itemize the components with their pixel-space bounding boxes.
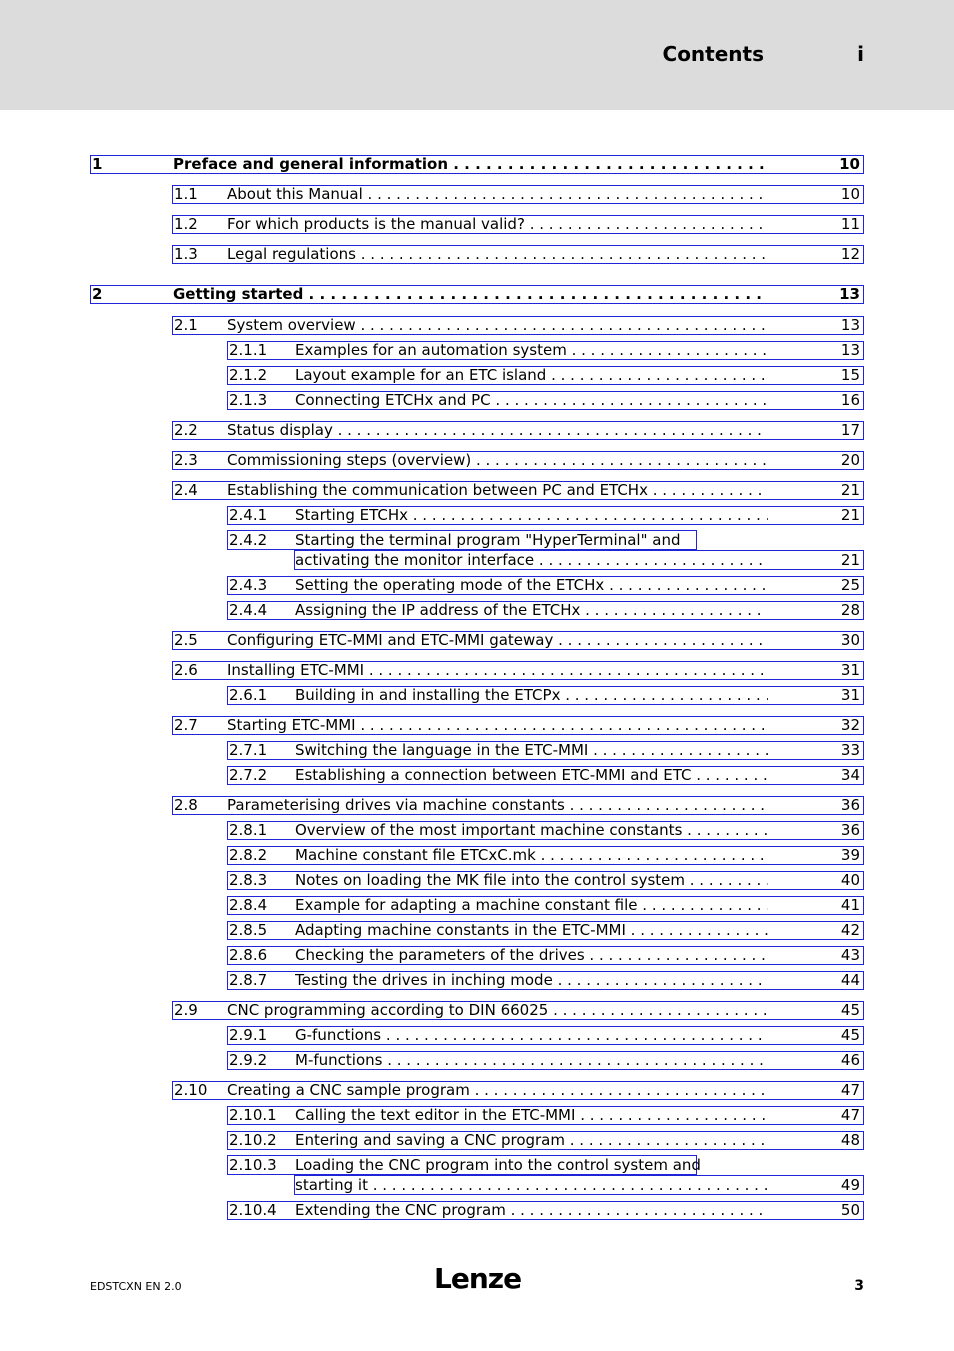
toc-entry-page: 11 xyxy=(840,215,860,233)
toc-entry-title: Installing ETC-MMI . . . xyxy=(227,662,768,678)
toc-entry-title: Getting started . . . xyxy=(173,286,768,302)
toc-entry-title: Checking the parameters of the drives . . . xyxy=(295,947,768,963)
toc-entry-number: 2.6.1 xyxy=(229,686,268,704)
toc-entry-page: 13 xyxy=(839,285,860,303)
toc-entry-page: 33 xyxy=(840,741,860,759)
toc-entry-page: 12 xyxy=(840,245,860,263)
toc-entry-title: CNC programming according to DIN 66025 . . . xyxy=(227,1002,768,1018)
toc-entry-title: Example for adapting a machine constant file . . . xyxy=(295,897,768,913)
toc-entry[interactable] xyxy=(227,1131,864,1150)
toc-entry-page: 31 xyxy=(840,661,860,679)
toc-entry[interactable] xyxy=(227,846,864,865)
toc-entry[interactable] xyxy=(227,921,864,940)
toc-entry-page: 21 xyxy=(840,506,860,524)
toc-entry-number: 2.8.3 xyxy=(229,871,268,889)
toc-entry-number: 2.10.2 xyxy=(229,1131,277,1149)
toc-entry-title: Setting the operating mode of the ETCHx . . . xyxy=(295,577,768,593)
toc-entry-page: 32 xyxy=(840,716,860,734)
toc-entry-page: 42 xyxy=(840,921,860,939)
toc-entry[interactable] xyxy=(227,741,864,760)
toc-entry-page: 48 xyxy=(840,1131,860,1149)
toc-entry-number: 2.1.3 xyxy=(229,391,268,409)
toc-entry[interactable] xyxy=(172,451,864,470)
toc-entry[interactable] xyxy=(172,661,864,680)
toc-entry-number: 1.3 xyxy=(174,245,198,263)
toc-entry[interactable] xyxy=(172,316,864,335)
toc-entry-title: Examples for an automation system . . . xyxy=(295,342,768,358)
toc-entry-number: 2.3 xyxy=(174,451,198,469)
toc-entry-page: 10 xyxy=(839,155,860,173)
toc-entry[interactable] xyxy=(227,366,864,385)
toc-entry-page: 34 xyxy=(840,766,860,784)
toc-entry-page: 25 xyxy=(840,576,860,594)
toc-entry[interactable] xyxy=(227,1051,864,1070)
toc-entry-title-continued: activating the monitor interface . . . xyxy=(295,552,768,568)
toc-entry-number: 2.9.2 xyxy=(229,1051,268,1069)
toc-entry-title: Calling the text editor in the ETC-MMI . . . xyxy=(295,1107,768,1123)
toc-entry[interactable] xyxy=(172,481,864,500)
toc-entry-number: 2.8.7 xyxy=(229,971,268,989)
toc-entry-page: 41 xyxy=(840,896,860,914)
toc-entry-number: 1 xyxy=(92,155,103,173)
toc-entry-title: Assigning the IP address of the ETCHx . . . xyxy=(295,602,768,618)
toc-entry-page: 49 xyxy=(840,1176,860,1194)
toc-entry-number: 2.1.1 xyxy=(229,341,268,359)
toc-entry-number: 2.7.2 xyxy=(229,766,268,784)
toc-entry-title: G-functions . . . xyxy=(295,1027,768,1043)
toc-entry-number: 2.8.4 xyxy=(229,896,268,914)
toc-entry[interactable] xyxy=(227,1026,864,1045)
toc-entry[interactable] xyxy=(227,1156,864,1195)
toc-entry-number: 2.10.1 xyxy=(229,1106,277,1124)
toc-entry-page: 16 xyxy=(840,391,860,409)
toc-entry-number: 2.4.1 xyxy=(229,506,268,524)
toc-entry[interactable] xyxy=(172,631,864,650)
toc-entry-title: Entering and saving a CNC program . . . xyxy=(295,1132,768,1148)
page-marker: i xyxy=(857,42,864,66)
toc-entry-number: 1.2 xyxy=(174,215,198,233)
toc-entry-title: Connecting ETCHx and PC . . . xyxy=(295,392,768,408)
toc-entry[interactable] xyxy=(172,185,864,204)
toc-entry[interactable] xyxy=(172,421,864,440)
toc-entry-page: 13 xyxy=(840,316,860,334)
toc-entry[interactable] xyxy=(227,391,864,410)
toc-entry-page: 40 xyxy=(840,871,860,889)
toc-entry-page: 36 xyxy=(840,821,860,839)
toc-entry-number: 2 xyxy=(92,285,103,303)
toc-entry-title: System overview . . . xyxy=(227,317,768,333)
toc-entry[interactable] xyxy=(227,821,864,840)
toc-entry-number: 2.9 xyxy=(174,1001,198,1019)
toc-entry-title: Machine constant file ETCxC.mk . . . xyxy=(295,847,768,863)
toc-entry[interactable] xyxy=(172,716,864,735)
toc-entry-number: 2.8.1 xyxy=(229,821,268,839)
toc-entry-page: 15 xyxy=(840,366,860,384)
toc-entry-number: 1.1 xyxy=(174,185,198,203)
toc-entry-number: 2.10.3 xyxy=(229,1156,277,1174)
toc-entry-number: 2.8 xyxy=(174,796,198,814)
toc-entry-page: 50 xyxy=(840,1201,860,1219)
toc-entry-title: Starting ETC-MMI . . . xyxy=(227,717,768,733)
toc-entry-page: 17 xyxy=(840,421,860,439)
toc-entry-title: For which products is the manual valid? . . . xyxy=(227,216,768,232)
toc-entry-title: Parameterising drives via machine constants . . . xyxy=(227,797,768,813)
toc-entry-title: Creating a CNC sample program . . . xyxy=(227,1082,768,1098)
toc-entry-title: Starting the terminal program "HyperTerminal" and xyxy=(295,531,681,549)
toc-entry[interactable] xyxy=(227,1201,864,1220)
toc-entry-page: 44 xyxy=(840,971,860,989)
toc-entry[interactable] xyxy=(172,215,864,234)
toc-entry-page: 10 xyxy=(840,185,860,203)
toc-entry-title: Configuring ETC-MMI and ETC-MMI gateway . . . xyxy=(227,632,768,648)
toc-entry-number: 2.5 xyxy=(174,631,198,649)
toc-entry[interactable] xyxy=(227,871,864,890)
toc-entry-number: 2.8.5 xyxy=(229,921,268,939)
toc-entry-number: 2.6 xyxy=(174,661,198,679)
toc-entry[interactable] xyxy=(172,796,864,815)
toc-entry-title: Establishing a connection between ETC-MMI and ETC . . . xyxy=(295,767,768,783)
toc-entry-number: 2.1.2 xyxy=(229,366,268,384)
toc-entry-page: 30 xyxy=(840,631,860,649)
toc-entry-title: Layout example for an ETC island . . . xyxy=(295,367,768,383)
toc-entry[interactable] xyxy=(227,341,864,360)
toc-entry-title: Adapting machine constants in the ETC-MMI . . . xyxy=(295,922,768,938)
toc-entry-page: 21 xyxy=(840,481,860,499)
toc-entry-number: 2.2 xyxy=(174,421,198,439)
toc-entry-title: Legal regulations . . . xyxy=(227,246,768,262)
toc-entry-page: 39 xyxy=(840,846,860,864)
toc-entry-number: 2.9.1 xyxy=(229,1026,268,1044)
toc-entry-page: 36 xyxy=(840,796,860,814)
document-id: EDSTCXN EN 2.0 xyxy=(90,1280,182,1293)
toc-entry[interactable] xyxy=(227,686,864,705)
toc-entry-number: 2.8.2 xyxy=(229,846,268,864)
toc-entry[interactable] xyxy=(172,1081,864,1100)
toc-entry[interactable] xyxy=(227,946,864,965)
toc-entry-page: 46 xyxy=(840,1051,860,1069)
toc-entry[interactable] xyxy=(227,601,864,620)
toc-entry[interactable] xyxy=(227,1106,864,1125)
toc-entry-page: 28 xyxy=(840,601,860,619)
toc-entry-number: 2.4 xyxy=(174,481,198,499)
toc-entry-title: M-functions . . . xyxy=(295,1052,768,1068)
toc-entry-title: Preface and general information . . . xyxy=(173,156,768,172)
toc-entry-page: 13 xyxy=(840,341,860,359)
toc-entry[interactable] xyxy=(172,245,864,264)
toc-entry-title: Building in and installing the ETCPx . . . xyxy=(295,687,768,703)
toc-entry-number: 2.10 xyxy=(174,1081,208,1099)
toc-entry-title: Testing the drives in inching mode . . . xyxy=(295,972,768,988)
toc-entry[interactable] xyxy=(227,506,864,525)
toc-entry-page: 31 xyxy=(840,686,860,704)
toc-entry-page: 21 xyxy=(840,551,860,569)
lenze-logo: Lenze xyxy=(434,1262,522,1295)
toc-entry-number: 2.4.3 xyxy=(229,576,268,594)
toc-entry-number: 2.4.4 xyxy=(229,601,268,619)
toc-entry-page: 45 xyxy=(840,1026,860,1044)
toc-entry-page: 47 xyxy=(840,1106,860,1124)
toc-entry-number: 2.8.6 xyxy=(229,946,268,964)
toc-entry-title: About this Manual . . . xyxy=(227,186,768,202)
page-number: 3 xyxy=(854,1278,864,1294)
toc-entry-title: Starting ETCHx . . . xyxy=(295,507,768,523)
toc-entry-title: Overview of the most important machine constants . . . xyxy=(295,822,768,838)
toc-entry-title: Loading the CNC program into the control system and xyxy=(295,1156,701,1174)
toc-entry-number: 2.10.4 xyxy=(229,1201,277,1219)
toc-entry-number: 2.7 xyxy=(174,716,198,734)
toc-entry-page: 47 xyxy=(840,1081,860,1099)
page-title: Contents xyxy=(662,42,764,66)
toc-entry[interactable] xyxy=(227,576,864,595)
toc-entry[interactable] xyxy=(227,896,864,915)
toc-entry-title: Extending the CNC program . . . xyxy=(295,1202,768,1218)
toc-entry-page: 43 xyxy=(840,946,860,964)
toc-entry[interactable] xyxy=(227,971,864,990)
toc-entry-title: Notes on loading the MK file into the control system . . . xyxy=(295,872,768,888)
toc-entry-page: 20 xyxy=(840,451,860,469)
toc-entry[interactable] xyxy=(90,285,864,304)
toc-entry[interactable] xyxy=(90,155,864,174)
toc-entry-title: Commissioning steps (overview) . . . xyxy=(227,452,768,468)
toc-entry-title-continued: starting it . . . xyxy=(295,1177,768,1193)
toc-entry-number: 2.7.1 xyxy=(229,741,268,759)
toc-entry[interactable] xyxy=(172,1001,864,1020)
toc-entry-title: Switching the language in the ETC-MMI . . . xyxy=(295,742,768,758)
toc-entry[interactable] xyxy=(227,766,864,785)
toc-entry[interactable] xyxy=(227,531,864,570)
toc-entry-title: Status display . . . xyxy=(227,422,768,438)
toc-entry-number: 2.1 xyxy=(174,316,198,334)
toc-entry-number: 2.4.2 xyxy=(229,531,268,549)
toc-entry-page: 45 xyxy=(840,1001,860,1019)
toc-entry-title: Establishing the communication between PC and ETCHx . . . xyxy=(227,482,768,498)
